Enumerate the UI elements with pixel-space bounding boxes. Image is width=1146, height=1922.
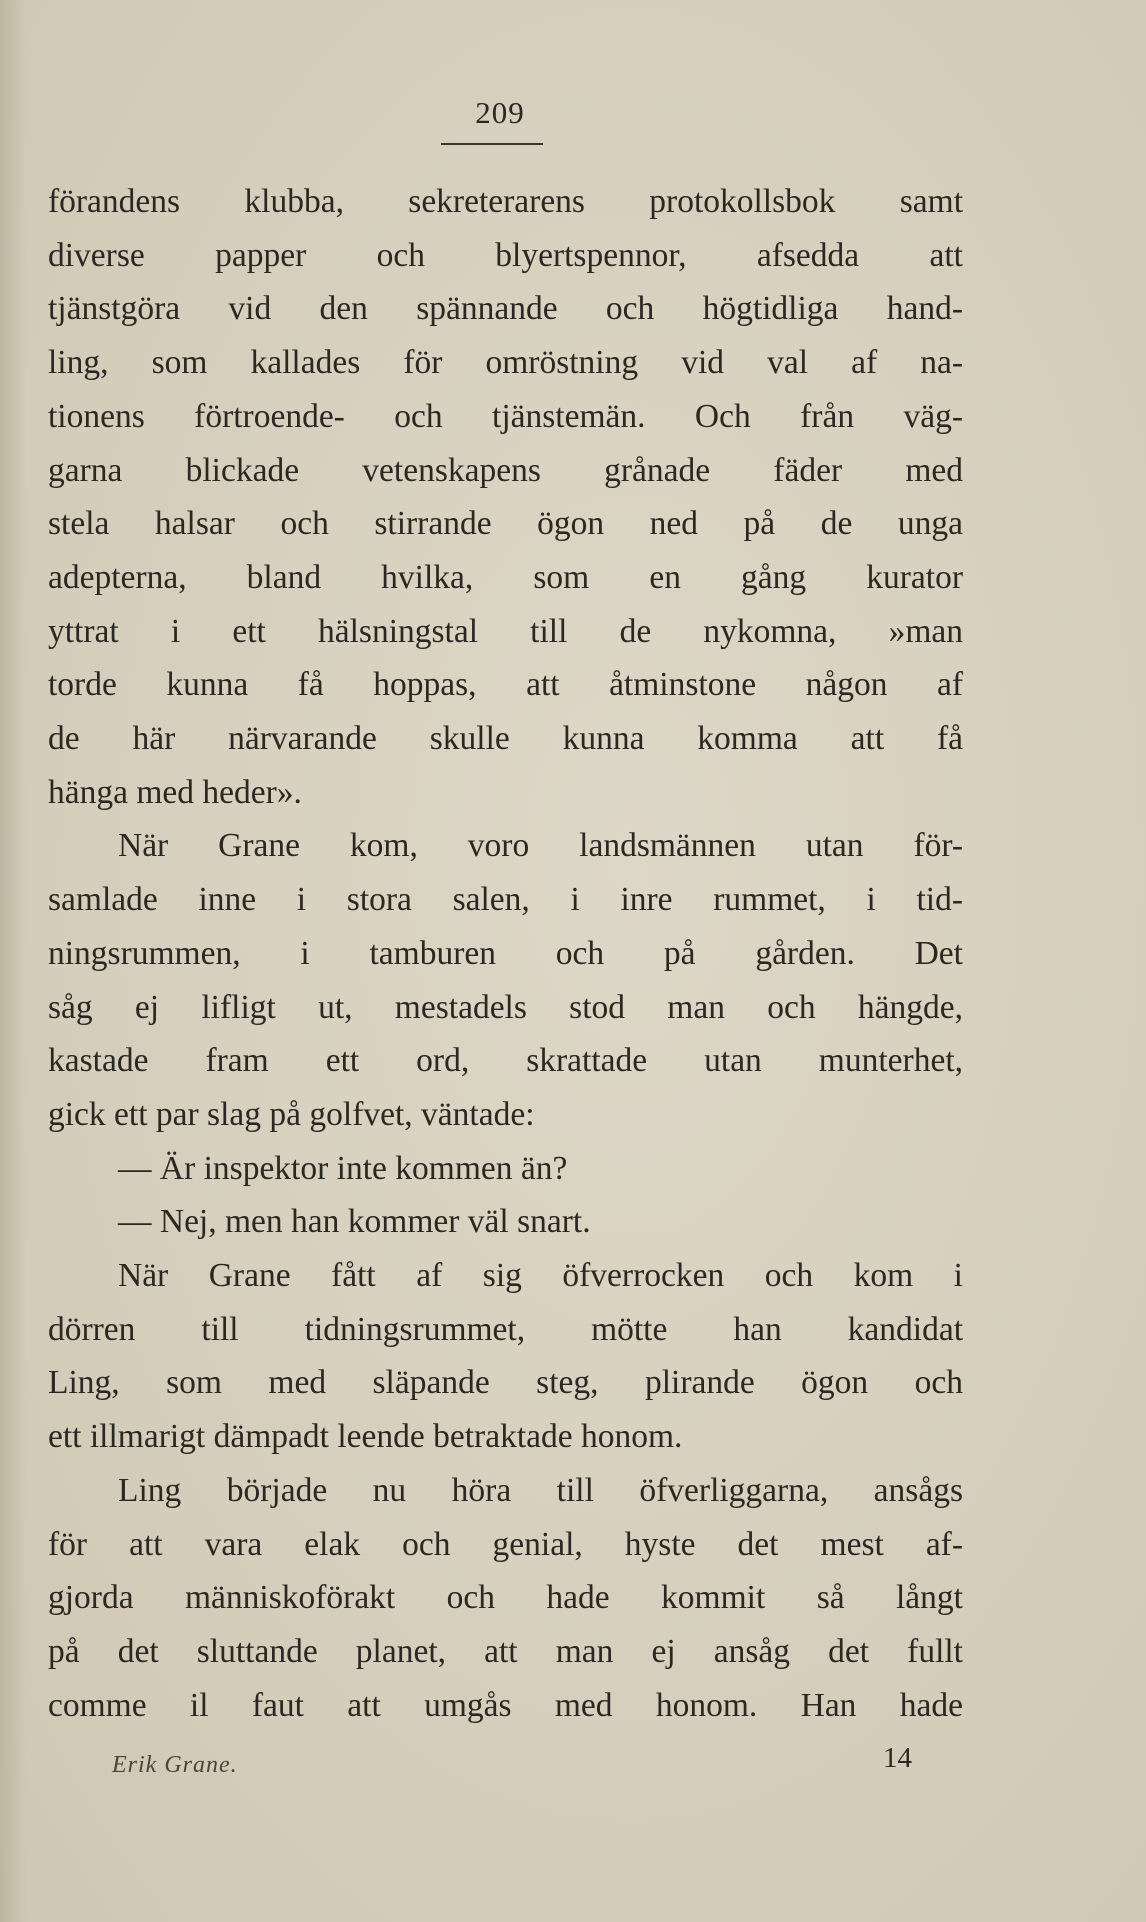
text-line: När Grane kom, voro landsmännen utan för- — [118, 827, 963, 865]
text-line: yttrat i ett hälsningstal till de nykomna, »man — [48, 612, 963, 650]
text-line: tjänstgöra vid den spännande och högtidliga hand- — [48, 290, 963, 328]
text-line: adepterna, bland hvilka, som en gång kurator — [48, 558, 963, 596]
text-line: diverse papper och blyertspennor, afsedda att — [48, 236, 963, 274]
header-rule — [441, 143, 543, 145]
text-line: de här närvarande skulle kunna komma att få — [48, 720, 963, 758]
text-line: comme il faut att umgås med honom. Han hade — [48, 1686, 963, 1724]
body-text — [48, 175, 963, 1732]
text-line: dörren till tidningsrummet, mötte han kandidat — [48, 1310, 963, 1348]
signature-mark: Erik Grane. — [112, 1752, 238, 1778]
text-line: gjorda människoförakt och hade kommit så långt — [48, 1579, 963, 1617]
text-line: — Nej, men han kommer väl snart. — [118, 1203, 591, 1241]
text-line: När Grane fått af sig öfverrocken och kom i — [118, 1257, 963, 1295]
text-line: — Är inspektor inte kommen än? — [118, 1149, 568, 1187]
text-line: såg ej lifligt ut, mestadels stod man och hängde, — [48, 988, 963, 1026]
text-line: ett illmarigt dämpadt leende betraktade honom. — [48, 1418, 683, 1456]
text-line: hänga med heder». — [48, 773, 302, 811]
text-line: garna blickade vetenskapens grånade fäder med — [48, 451, 963, 489]
text-line: förandens klubba, sekreterarens protokollsbok samt — [48, 183, 963, 220]
page-number: 209 — [475, 95, 525, 130]
text-line: ningsrummen, i tamburen och på gården. Det — [48, 934, 963, 972]
text-line: Ling började nu höra till öfverliggarna, ansågs — [118, 1471, 963, 1509]
text-line: kastade fram ett ord, skrattade utan munterhet, — [48, 1042, 963, 1080]
text-line: gick ett par slag på golfvet, väntade: — [48, 1095, 535, 1133]
text-line: stela halsar och stirrande ögon ned på de unga — [48, 505, 963, 543]
page-footer — [60, 1742, 912, 1782]
sheet-number: 14 — [883, 1742, 912, 1774]
text-line: på det sluttande planet, att man ej ansåg det fullt — [48, 1632, 963, 1670]
text-line: Ling, som med släpande steg, plirande ögon och — [48, 1364, 963, 1402]
text-line: ling, som kallades för omröstning vid val af na- — [48, 344, 963, 382]
text-line: för att vara elak och genial, hyste det mest af- — [48, 1525, 963, 1563]
text-line: tionens förtroende- och tjänstemän. Och från väg- — [48, 397, 963, 435]
text-line: samlade inne i stora salen, i inre rummet, i tid- — [48, 881, 963, 919]
text-line: torde kunna få hoppas, att åtminstone någon af — [48, 666, 963, 704]
